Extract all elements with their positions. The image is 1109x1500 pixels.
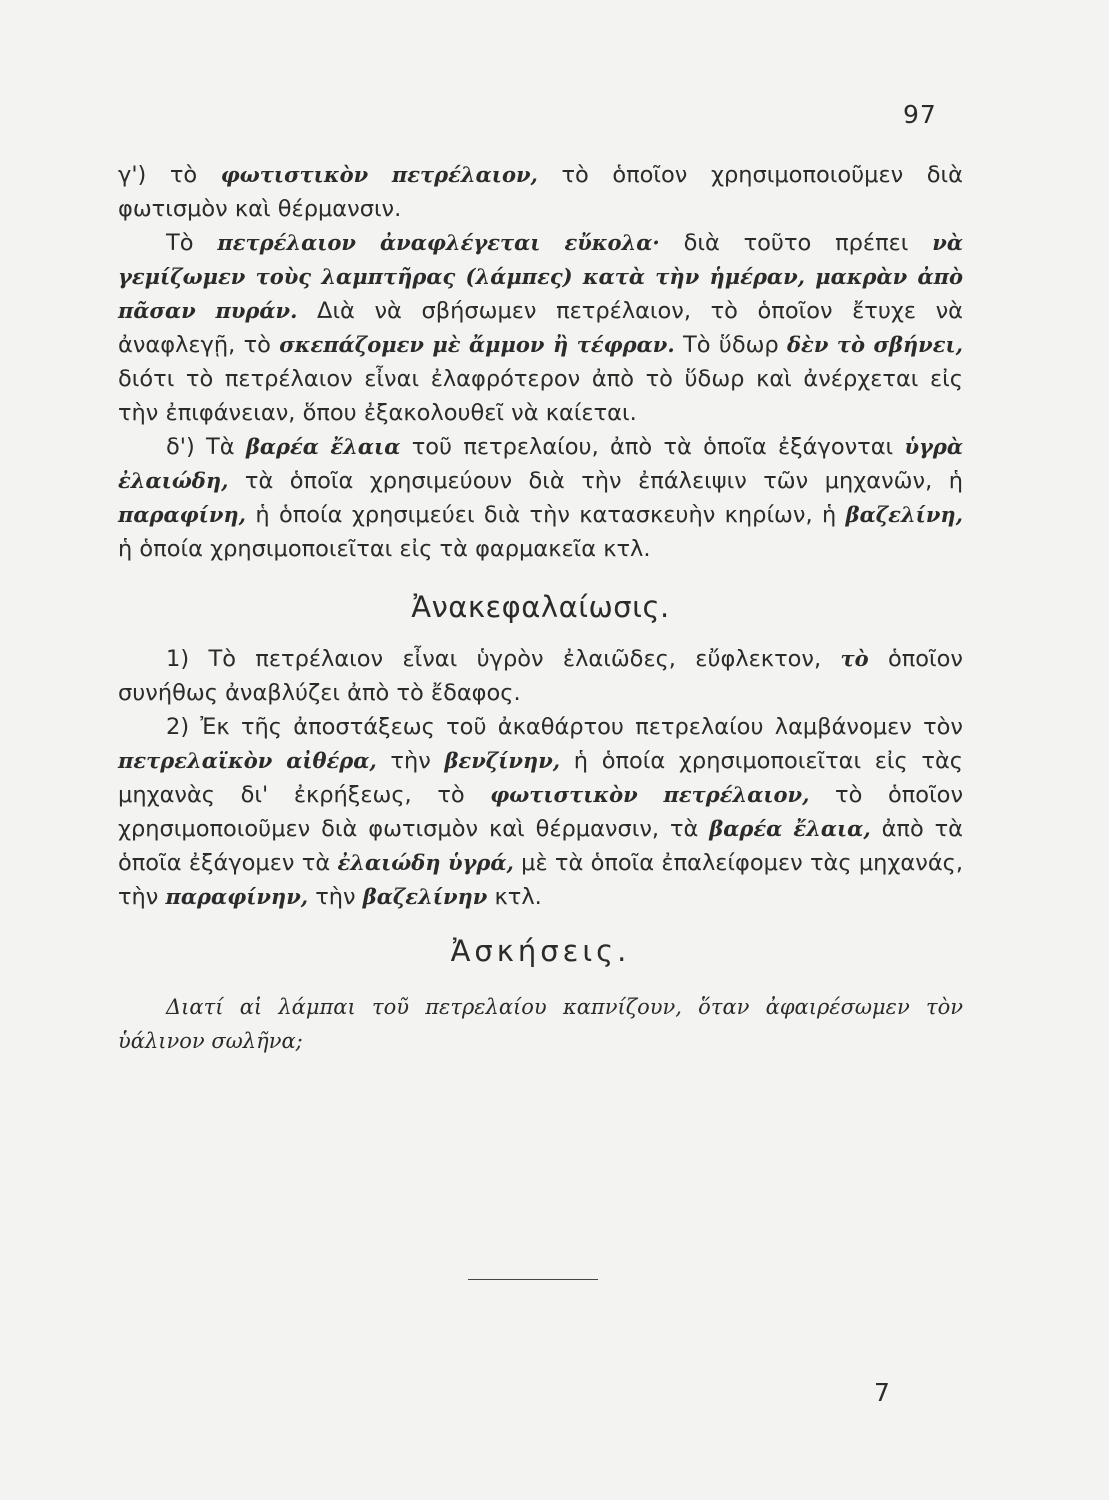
term-heavy-oils: βαρέα ἔλαια: [245, 434, 401, 459]
section-divider: [468, 1279, 598, 1280]
section-d-text-5: ἡ ὁποία χρησιμοποιεῖται εἰς τὰ φαρμακεῖα κτλ.: [118, 536, 651, 562]
section-d-text-4: ἡ ὁποία χρησιμεύει διὰ τὴν κατασκευὴν κηρίων, ἡ: [255, 502, 837, 528]
term-oily-liquids: ὑγρὰ ἐλαιώδη,: [118, 434, 964, 493]
term-vaseline-2: βαζελίνην: [362, 884, 488, 909]
summary-item-2-text-6: μὲ τὰ ὁποῖα ἐπαλείφομεν τὰς μηχανάς, τὴν: [118, 850, 964, 910]
section-c-text-2: τὸ ὁποῖον χρησιμοποιοῦμεν διὰ φωτισμὸν καὶ θέρμανσιν.: [118, 162, 963, 222]
term-lighting-petroleum-2: φωτιστικὸν πετρέλαιον,: [490, 782, 810, 807]
fire-text-1: Τὸ: [166, 230, 194, 256]
exercises-heading: Ἀσκήσεις.: [450, 934, 631, 968]
summary-heading: Ἀνακεφαλαίωσις.: [411, 590, 670, 624]
section-c-label: γ'): [118, 162, 147, 188]
section-c-paragraph: [118, 158, 963, 226]
summary-item-2-text-7: τὴν: [315, 884, 356, 910]
fire-text-4: Τὸ ὕδωρ: [682, 332, 779, 358]
fire-emphasis-3: σκεπάζομεν μὲ ἄμμον ἢ τέφραν.: [279, 332, 675, 357]
term-benzine: βενζίνην,: [444, 748, 561, 773]
fire-emphasis-4: δὲν τὸ σβήνει,: [787, 332, 963, 357]
term-oily-liquids-2: ἐλαιώδη ὑγρά,: [337, 850, 514, 875]
fire-text-3: Διὰ νὰ σβήσωμεν πετρέλαιον, τὸ ὁποῖον ἔτυχε νὰ ἀναφλεγῇ, τὸ: [118, 298, 963, 358]
summary-item-2-label: 2): [166, 714, 190, 740]
section-c-text-1: τὸ: [169, 162, 198, 188]
summary-item-2-text-2: τὴν: [390, 748, 431, 774]
fire-emphasis-2: νὰ γεμίζωμεν τοὺς λαμπτῆρας (λάμπες) κατὰ τὴν ἡμέραν, μακρὰν ἀπὸ πᾶσαν πυράν.: [118, 230, 963, 323]
term-paraffin: παραφίνη,: [118, 502, 246, 527]
fire-emphasis-1: πετρέλαιον ἀναφλέγεται εὔκολα·: [217, 230, 660, 255]
page-number: 97: [903, 100, 937, 129]
term-lighting-petroleum: φωτιστικὸν πετρέλαιον,: [220, 162, 538, 187]
term-vaseline: βαζελίνη,: [845, 502, 963, 527]
page-body: [118, 158, 963, 1058]
section-d-label: δ'): [166, 434, 195, 460]
summary-item-1-text-2: ὁποῖον συνήθως ἀναβλύζει ἀπὸ τὸ ἔδαφος.: [118, 646, 963, 706]
summary-item-2-text-8: κτλ.: [494, 884, 542, 910]
fire-paragraph: [118, 226, 963, 430]
section-d-text-3: τὰ ὁποῖα χρησιμεύουν διὰ τὴν ἐπάλειψιν τῶν μηχανῶν, ἡ: [244, 468, 963, 494]
summary-item-2-text-5: ἀπὸ τὰ ὁποῖα ἐξάγομεν τὰ: [118, 816, 964, 876]
fire-text-5: διότι τὸ πετρέλαιον εἶναι ἐλαφρότερον ἀπὸ τὸ ὕδωρ καὶ ἀνέρχεται εἰς τὴν ἐπιφάνειαν, ὅπου ἐξακολουθεῖ νὰ καίεται.: [118, 366, 963, 426]
signature-mark: 7: [874, 1378, 890, 1407]
term-paraffin-2: παραφίνην,: [165, 884, 309, 909]
summary-item-1-emphasis: τὸ: [840, 646, 869, 671]
summary-item-1-label: 1): [166, 646, 190, 672]
summary-item-2-text-3: ἡ ὁποία χρησιμοποιεῖται εἰς τὰς μηχανὰς δι' ἐκρήξεως, τὸ: [118, 748, 964, 808]
summary-item-1: [118, 642, 963, 710]
section-d-text-2: τοῦ πετρελαίου, ἀπὸ τὰ ὁποῖα ἐξάγονται: [411, 434, 894, 460]
term-petroleum-ether: πετρελαϊκὸν αἰθέρα,: [118, 748, 377, 773]
summary-item-2-text-1: Ἐκ τῆς ἀποστάξεως τοῦ ἀκαθάρτου πετρελαίου λαμβάνομεν τὸν: [200, 714, 963, 740]
term-heavy-oils-2: βαρέα ἔλαια,: [709, 816, 871, 841]
summary-item-2: [118, 710, 963, 914]
section-d-text-1: Τὰ: [206, 434, 235, 460]
section-d-paragraph: [118, 430, 963, 566]
fire-text-2: διὰ τοῦτο πρέπει: [683, 230, 909, 256]
exercise-question: Διατί αἱ λάμπαι τοῦ πετρελαίου καπνίζουν, ὅταν ἀφαιρέσωμεν τὸν ὑάλινον σωλῆνα;: [118, 995, 963, 1053]
summary-item-1-text-1: Τὸ πετρέλαιον εἶναι ὑγρὸν ἐλαιῶδες, εὔφλεκτον,: [208, 646, 822, 672]
summary-item-2-text-4: τὸ ὁποῖον χρησιμοποιοῦμεν διὰ φωτισμὸν καὶ θέρμανσιν, τὰ: [118, 782, 964, 842]
